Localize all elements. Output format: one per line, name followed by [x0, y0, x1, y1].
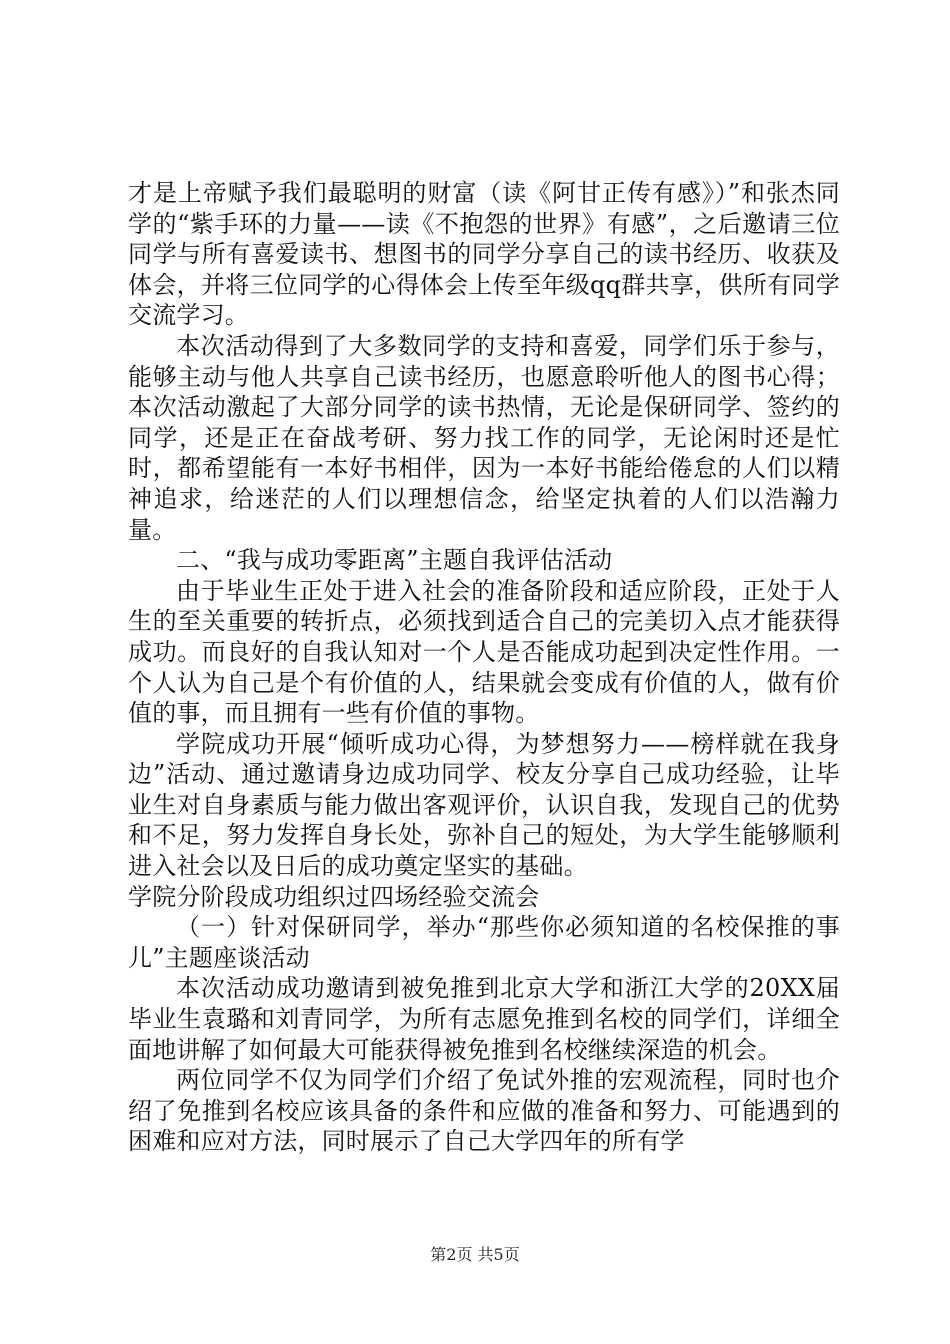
- section-heading: 二、“我与成功零距离”主题自我评估活动: [176, 546, 613, 575]
- paragraph-4: 学院成功开展“倾听成功心得，为梦想努力——榜样就在我身边”活动、通过邀请身边成功同学、校友分享自己成功经验，让毕业生对自身素质与能力做出客观评价，认识自我，发现自己的优势和不足，努力发挥自身长处，弥补自己的短处，为大学生能够顺利进入社会以及日后的成功奠定坚实的基础。: [128, 729, 840, 881]
- paragraph-5: 学院分阶段成功组织过四场经验交流会: [128, 882, 540, 911]
- paragraph-2: 本次活动得到了大多数同学的支持和喜爱，同学们乐于参与，能够主动与他人共享自己读书经历，也愿意聆听他人的图书心得；本次活动激起了大部分同学的读书热情，无论是保研同学、签约的同学，还是正在奋战考研、努力找工作的同学，无论闲时还是忙时，都希望能有一本好书相伴，因为一本好书能给倦怠的人们以精神追求，给迷茫的人们以理想信念，给坚定执着的人们以浩瀚力量。: [128, 331, 840, 544]
- subsection-heading: （一）针对保研同学，举办“那些你必须知道的名校保推的事儿”主题座谈活动: [128, 913, 840, 972]
- paragraph-1: 才是上帝赋予我们最聪明的财富（读《阿甘正传有感》）”和张杰同学的“紫手环的力量——读《不抱怨的世界》有感”，之后邀请三位同学与所有喜爱读书、想图书的同学分享自己的读书经历、收获及体会，并将三位同学的心得体会上传至年级qq群共享，供所有同学交流学习。: [128, 179, 840, 330]
- paragraph-7: 两位同学不仅为同学们介绍了免试外推的宏观流程，同时也介绍了免推到名校应该具备的条件和应做的准备和努力、可能遇到的困难和应对方法，同时展示了自己大学四年的所有学: [128, 1066, 840, 1156]
- document-body: [128, 178, 840, 1157]
- paragraph-6: 本次活动成功邀请到被免推到北京大学和浙江大学的20XX届毕业生袁璐和刘青同学，为所有志愿免推到名校的同学们，详细全面地讲解了如何最大可能获得被免推到名校继续深造的机会。: [128, 974, 840, 1064]
- paragraph-3: 由于毕业生正处于进入社会的准备阶段和适应阶段，正处于人生的至关重要的转折点，必须找到适合自己的完美切入点才能获得成功。而良好的自我认知对一个人是否能成功起到决定性作用。一个人认为自己是个有价值的人，结果就会变成有价值的人，做有价值的事，而且拥有一些有价值的事物。: [128, 576, 840, 728]
- page-number-footer: 第2页 共5页: [430, 1245, 520, 1264]
